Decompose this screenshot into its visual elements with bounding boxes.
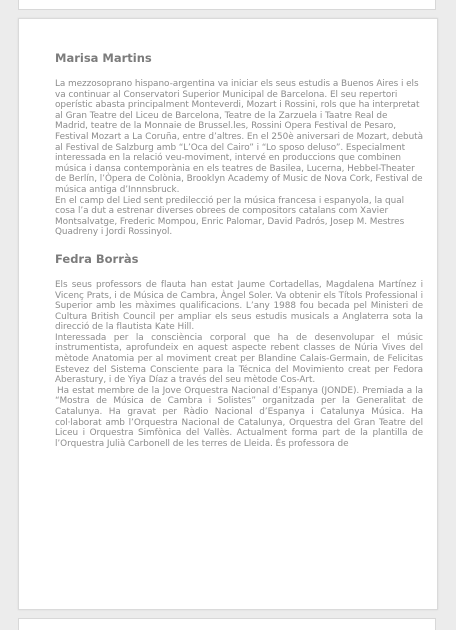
previous-page-edge [18, 0, 436, 10]
paragraph: Interessada per la consciència corporal que ha de desenvolupar el músic instrumentista, aprofundeix en aquest aspecte rebent classes de Núria Vives del mètode Anatomia per al moviment creat per Blandine Calais-Germain, de Felicitas Estevez del Sistema Consciente para la Técnica del Movimiento creat per Fedora Aberastury, i de Yiya Díaz a través del seu mètode Cos-Art. [55, 332, 423, 386]
paragraph: En el camp del Lied sent predilecció per la música francesa i espanyola, la qual cosa l’a dut a estrenar diverses obrees de compositors catalans com Xavier Montsalvatge, Frederic Mompou, Enric Palomar, David Padrós, Josep M. Mestres Quadreny i Jordi Rossinyol. [55, 195, 405, 238]
section-heading-fedra-borras: Fedra Borràs [55, 251, 139, 266]
page-content [55, 51, 423, 449]
next-page-edge [18, 618, 436, 630]
paragraph: La mezzosoprano hispano-argentina va iniciar els seus estudis a Buenos Aires i els va continuar al Conservatori Superior Municipal de Barcelona. El seu repertori operístic abasta principalment Monteverdi, Mozart i Rossini, rols que ha interpretat al Gran Teatre del Liceu de Barcelona, Teatre de la Zarzuela i Taatre Real de Madrid, teatre de la Monnaie de Brussel.les, Rossini Opera Festival de Pesaro, Festival Mozart a La Coruña, entre d’altres. En el 250è aniversari de Mozart, debutà al Festival de Salzburg amb “L’Oca del Cairo” i “Lo sposo deluso”. Especialment interessada en la relació veu-moviment, intervé en produccions que combinen música i dansa contemporània en els teatres de Basilea, Lucerna, Hebbel-Theater de Berlín, l’Òpera de Colònia, Brooklyn Academy of Music de Nova Cork, Festival de música antiga d’Innnsbruck. [55, 79, 423, 195]
document-page [18, 18, 438, 610]
paragraph: Ha estat membre de la Jove Orquestra Nacional d’Espanya (JONDE). Premiada a la “Mostra de Música de Cambra i Solistes” organitzada per la Generalitat de Catalunya. Ha gravat per Ràdio Nacional d’Espanya i Catalunya Música. Ha col·laborat amb l’Orquestra Nacional de Catalunya, Orquestra del Gran Teatre del Liceu i Orquestra Simfònica del Vallès. Actualment forma part de la plantilla de l’Orquestra Julià Carbonell de les terres de Lleida. És professora de [55, 385, 423, 449]
section-heading-marisa-martins: Marisa Martins [55, 51, 152, 65]
paragraph: Els seus professors de flauta han estat Jaume Cortadellas, Magdalena Martínez i Vicenç Prats, i de Música de Cambra, Àngel Soler. Va obtenir els Títols Professional i Superior amb les màximes qualificacions. L’any 1988 fou becada pel Ministeri de Cultura British Council per ampliar els seus estudis musicals a Anglaterra sota la direcció de la flautista Kate Hill. [55, 279, 423, 333]
